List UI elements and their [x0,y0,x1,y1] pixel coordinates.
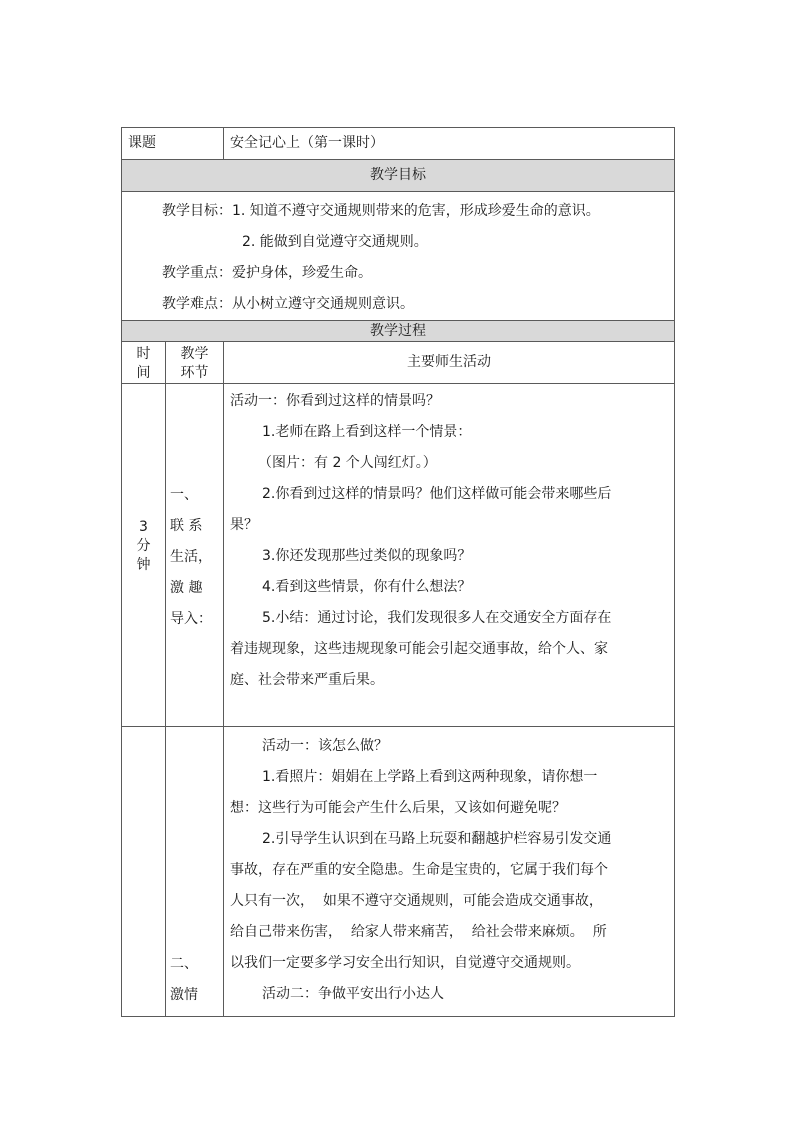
activity-header: 主要师生活动 [407,354,491,370]
segment1-line-2: 1.老师在路上看到这样一个情景： [262,424,472,440]
segment2-line-6: 人只有一次， 如果不遵守交通规则，可能会造成交通事故， [230,893,603,909]
segment1-line-1: 活动一：你看到过这样的情景吗？ [230,393,440,409]
time-header-cell [122,342,166,384]
process-title: 教学过程 [370,323,426,339]
key-point-line: 教学重点：爱护身体，珍爱生命。 [162,265,372,281]
segment1-row [122,384,675,727]
segment1-activity-cell [224,384,675,727]
step-header-2: 环节 [180,365,209,381]
step-header-cell [166,342,224,384]
segment2-time-cell [122,727,166,1017]
segment2-line-3: 想：这些行为可能会产生什么后果，又该如何避免呢？ [230,800,566,816]
process-title-cell [122,321,675,342]
topic-label-cell [122,128,224,160]
segment2-line-5: 事故，存在严重的安全隐患。生命是宝贵的，它属于我们每个 [230,862,608,878]
segment2-activity-cell [224,727,675,1017]
step-header-1: 教学 [180,346,209,362]
segment1-step-cell [166,384,224,727]
segment1-line-6: 3.你还发现那些过类似的现象吗？ [262,548,472,564]
segment1-line-3: （图片：有 2 个人闯红灯。） [258,455,437,471]
segment1-step-2: 联 系 [170,518,203,534]
segment2-step-2: 激情 [170,987,198,1003]
segment2-line-8: 以我们一定要多学习安全出行知识，自觉遵守交通规则。 [230,955,580,971]
segment2-row [122,727,675,1017]
segment2-line-2: 1.看照片：娟娟在上学路上看到这两种现象，请你想一 [262,769,598,785]
segment1-step-5: 导入： [170,611,212,627]
activity-header-cell [224,342,675,384]
goals-row [122,192,675,321]
segment1-line-10: 庭、社会带来严重后果。 [230,672,384,688]
segment2-line-1: 活动一：该怎么做？ [262,738,388,754]
segment1-step-1: 一、 [170,487,198,503]
segment2-step-1: 二、 [170,956,198,972]
goal-line-2: 2. 能做到自觉遵守交通规则。 [242,234,428,250]
segment2-line-7: 给自己带来伤害， 给家人带来痛苦， 给社会带来麻烦。 所 [230,924,607,940]
process-title-row [122,321,675,342]
goals-title-row [122,160,675,192]
lesson-plan-table [121,127,675,1017]
segment2-line-4: 2.引导学生认识到在马路上玩耍和翻越护栏容易引发交通 [262,831,612,847]
topic-row [122,128,675,160]
topic-value-cell [224,128,675,160]
time-header-1: 时 [136,346,151,362]
topic-value: 安全记心上（第一课时） [230,135,384,151]
segment1-time-3: 钟 [136,557,151,573]
segment2-step-cell [166,727,224,1017]
segment1-line-9: 着违规现象，这些违规现象可能会引起交通事故，给个人、家 [230,641,608,657]
goals-title: 教学目标 [370,167,426,183]
segment1-step-4: 激 趣 [170,580,203,596]
goals-cell [122,192,675,321]
difficulty-line: 教学难点：从小树立遵守交通规则意识。 [162,296,414,312]
topic-label: 课题 [128,135,156,151]
goals-title-cell [122,160,675,192]
segment2-line-9: 活动二：争做平安出行小达人 [262,986,444,1002]
segment1-line-7: 4.看到这些情景，你有什么想法？ [262,579,472,595]
time-header-2: 间 [136,365,151,381]
segment1-line-5: 果？ [230,517,258,533]
goal-line-1: 教学目标：1. 知道不遵守交通规则带来的危害，形成珍爱生命的意识。 [162,203,600,219]
segment1-time-1: 3 [139,519,148,535]
segment1-time-cell [122,384,166,727]
segment1-time-2: 分 [136,538,151,554]
segment1-step-3: 生活， [170,549,212,565]
segment1-line-4: 2.你看到过这样的情景吗？他们这样做可能会带来哪些后 [262,486,612,502]
segment1-line-8: 5.小结：通过讨论，我们发现很多人在交通安全方面存在 [262,610,612,626]
process-header-row [122,342,675,384]
